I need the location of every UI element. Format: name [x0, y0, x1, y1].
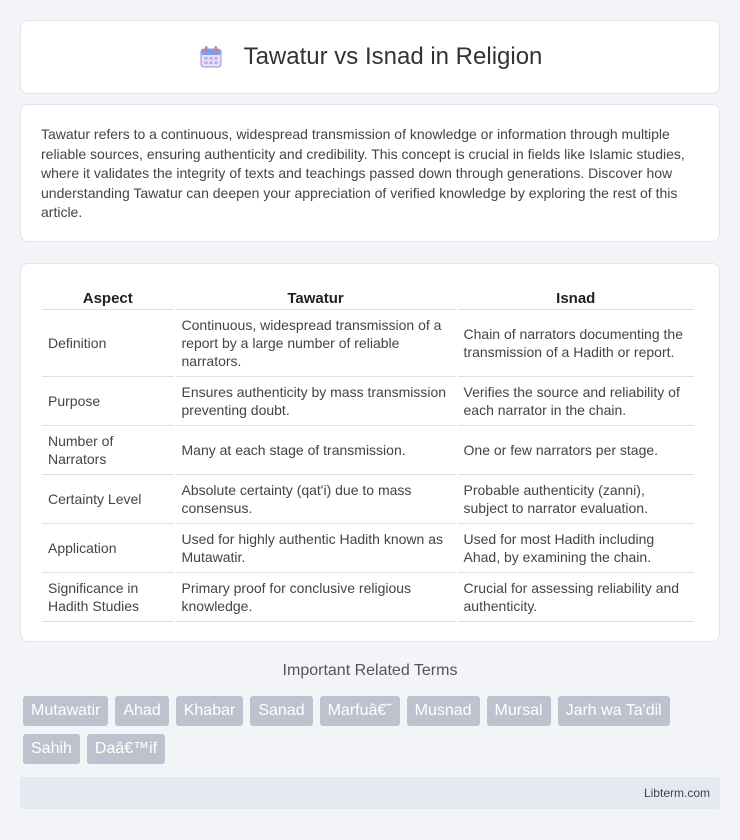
table-row — [42, 310, 694, 377]
table-cell-aspect: Definition — [42, 310, 174, 377]
table-cell-isnad: One or few narrators per stage. — [458, 426, 694, 475]
table-cell-isnad: Crucial for assessing reliability and authenticity. — [458, 573, 694, 622]
footer-site-link[interactable]: Libterm.com — [643, 786, 710, 800]
title-wrap — [198, 43, 543, 71]
tag-mutawatir[interactable]: Mutawatir — [23, 696, 108, 726]
related-terms-title: Important Related Terms — [282, 662, 458, 679]
tag-sanad[interactable]: Sanad — [250, 696, 312, 726]
table-cell-isnad: Used for most Hadith including Ahad, by examining the chain. — [458, 524, 694, 573]
table-row — [42, 524, 694, 573]
table-cell-aspect: Number of Narrators — [42, 426, 174, 475]
footer — [20, 777, 720, 809]
table-header-aspect: Aspect — [42, 284, 174, 310]
table-row — [42, 426, 694, 475]
table-cell-tawatur: Primary proof for conclusive religious knowledge. — [176, 573, 456, 622]
table-cell-aspect: Certainty Level — [42, 475, 174, 524]
page-title: Tawatur vs Isnad in Religion — [243, 43, 543, 70]
table-header-tawatur: Tawatur — [176, 284, 456, 310]
tag-sahih[interactable]: Sahih — [23, 734, 80, 764]
calendar-icon — [198, 44, 224, 70]
table-cell-tawatur: Used for highly authentic Hadith known as Mutawatir. — [176, 524, 456, 573]
table-cell-aspect: Purpose — [42, 377, 174, 426]
table-cell-tawatur: Continuous, widespread transmission of a report by a large number of reliable narrators. — [176, 310, 456, 377]
table-header-row — [42, 284, 694, 310]
related-terms-tags — [23, 696, 723, 764]
table-cell-tawatur: Ensures authenticity by mass transmission preventing doubt. — [176, 377, 456, 426]
table-cell-tawatur: Many at each stage of transmission. — [176, 426, 456, 475]
tag-mursal[interactable]: Mursal — [487, 696, 551, 726]
table-row — [42, 377, 694, 426]
intro-card — [20, 104, 720, 242]
table-cell-isnad: Verifies the source and reliability of each narrator in the chain. — [458, 377, 694, 426]
tag-ahad[interactable]: Ahad — [115, 696, 168, 726]
table-header-isnad: Isnad — [458, 284, 694, 310]
tag-daif[interactable]: Daâ€™if — [87, 734, 165, 764]
tag-khabar[interactable]: Khabar — [176, 696, 244, 726]
table-cell-aspect: Significance in Hadith Studies — [42, 573, 174, 622]
intro-text: Tawatur refers to a continuous, widespread transmission of knowledge or information through multiple reliable sources, ensuring authenticity and credibility. This concept is crucial in fields like Islamic studies, where it validates the integrity of texts and teachings passed down through generations. Discover how understanding Tawatur can deepen your appreciation of verified knowledge by exploring the rest of this article. — [41, 126, 685, 221]
tag-jarh-wa-tadil[interactable]: Jarh wa Ta'dil — [558, 696, 670, 726]
comparison-table — [40, 284, 696, 622]
table-cell-isnad: Chain of narrators documenting the transmission of a Hadith or report. — [458, 310, 694, 377]
table-cell-isnad: Probable authenticity (zanni), subject to narrator evaluation. — [458, 475, 694, 524]
comparison-table-card — [20, 263, 720, 642]
table-row — [42, 475, 694, 524]
tag-musnad[interactable]: Musnad — [407, 696, 480, 726]
header-card — [20, 20, 720, 94]
tag-marfu[interactable]: Marfuâ€˜ — [320, 696, 400, 726]
table-cell-tawatur: Absolute certainty (qat'i) due to mass consensus. — [176, 475, 456, 524]
table-row — [42, 573, 694, 622]
table-cell-aspect: Application — [42, 524, 174, 573]
